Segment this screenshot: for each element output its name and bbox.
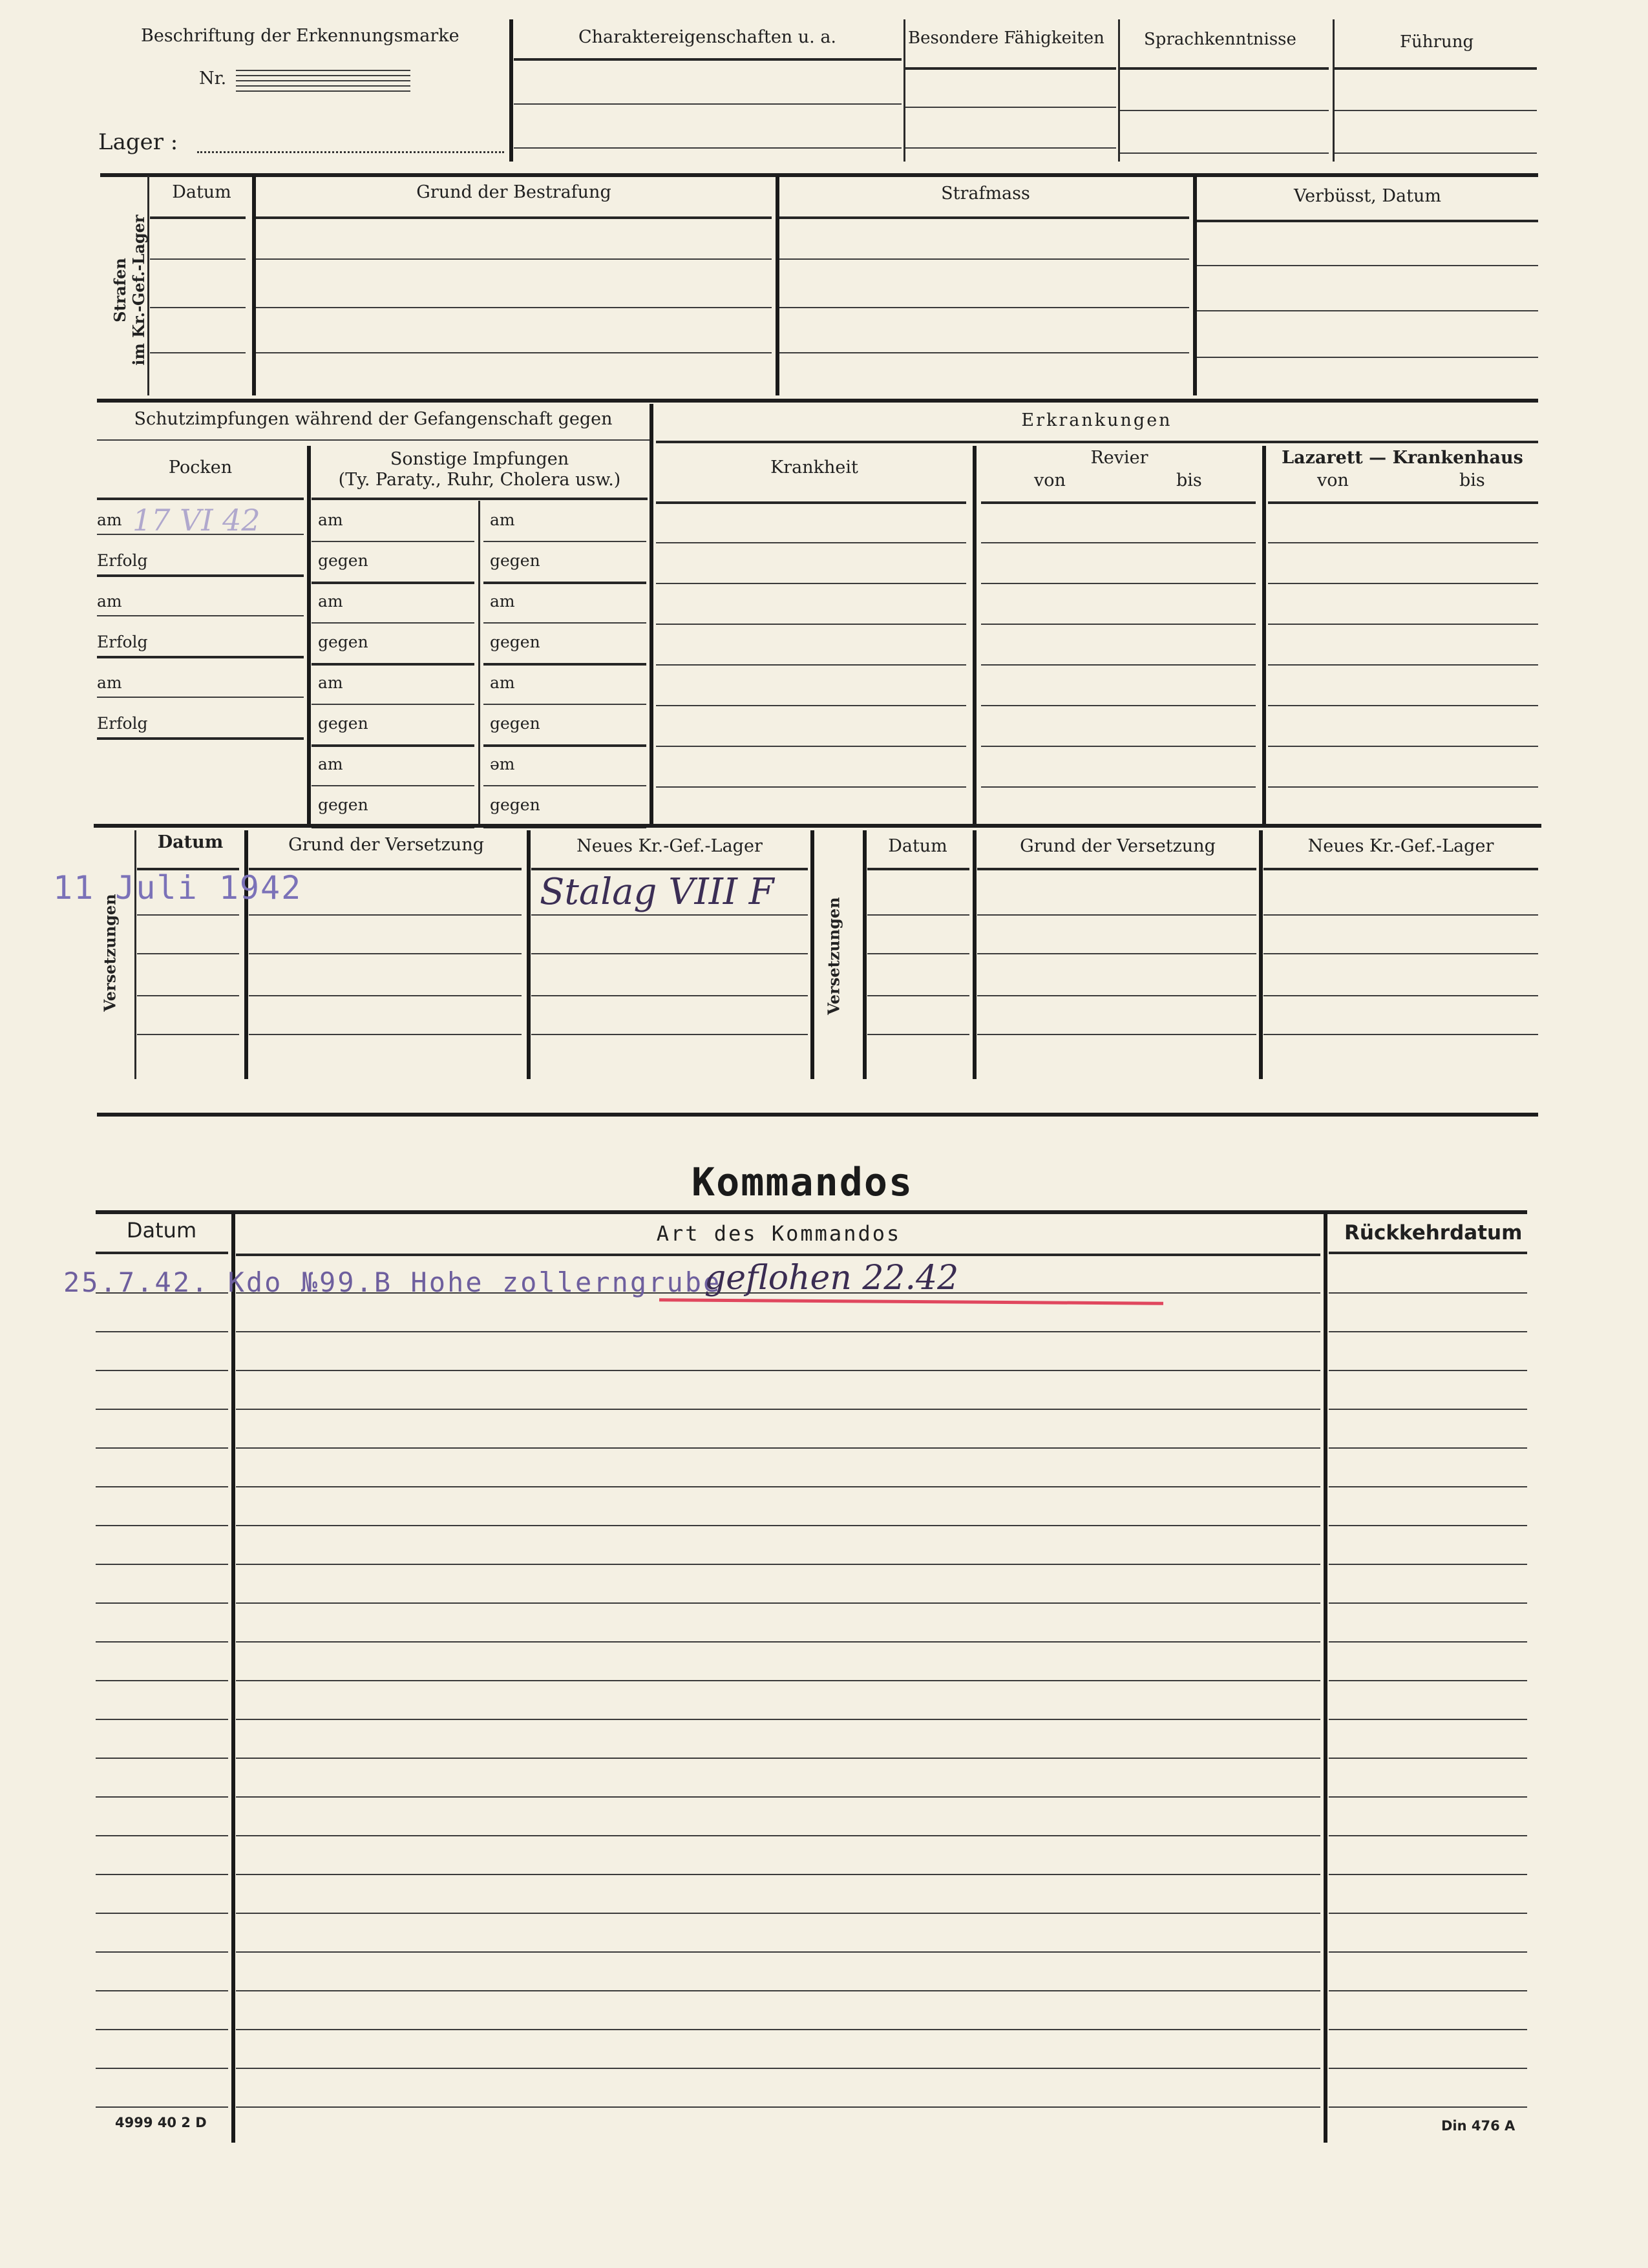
lazarett-header: Lazarett — Krankenhaus — [1282, 448, 1523, 468]
kdo-row-line[interactable] — [236, 2068, 1320, 2069]
impf-col2-label: am — [318, 592, 343, 611]
erk-row-line[interactable] — [1268, 624, 1538, 625]
versetzungen-side-label-left: Versetzungen — [100, 894, 120, 1012]
impf-col3-label-line — [483, 582, 646, 584]
pocken-row-line — [97, 615, 304, 616]
erk-row-line[interactable] — [981, 746, 1256, 747]
kdo-row-line[interactable] — [236, 2106, 1320, 2108]
pocken-row-label: am — [97, 592, 122, 611]
pocken-row-line — [97, 697, 304, 698]
vers-row-line[interactable] — [249, 914, 522, 916]
erk-row-line[interactable] — [656, 746, 966, 747]
versetzung-lager-header-left: Neues Kr.-Gef.-Lager — [576, 836, 763, 856]
pocken-row-label: am — [97, 510, 122, 529]
vers-row-line[interactable] — [531, 1034, 808, 1035]
erk-row-line[interactable] — [656, 705, 966, 706]
kdo-row-line[interactable] — [236, 1680, 1320, 1681]
kdo-row-line[interactable] — [1329, 1370, 1527, 1371]
kdo-row-line[interactable] — [1329, 1564, 1527, 1565]
kdo-row-line[interactable] — [1329, 1719, 1527, 1720]
pocken-row-line — [97, 574, 304, 577]
kommandos-entry-handwritten: geflohen 22.42 — [704, 1259, 959, 1297]
vers-header-line — [977, 868, 1256, 870]
kdo-row-line[interactable] — [1329, 1758, 1527, 1759]
impf-col3-label: am — [490, 592, 515, 611]
impf-col3-label-line — [483, 744, 646, 747]
kommandos-art-header: Art des Kommandos — [656, 1221, 902, 1246]
vers-row-line[interactable] — [1263, 995, 1538, 996]
kdo-row-line[interactable] — [1329, 1951, 1527, 1953]
kdo-row-line[interactable] — [1329, 1486, 1527, 1487]
erk-header-line — [1268, 501, 1538, 504]
nr-label: Nr. — [199, 68, 227, 89]
erk-header-line — [981, 501, 1256, 504]
impf-col3-label-line — [483, 622, 646, 624]
impf-col2-label-line — [312, 541, 474, 542]
kdo-row-line[interactable] — [96, 1525, 228, 1526]
erk-row-line[interactable] — [1268, 542, 1538, 543]
versetzung-grund-header-left: Grund der Versetzung — [288, 835, 484, 855]
kdo-row-line[interactable] — [1329, 1913, 1527, 1914]
erkrankungen-header: Erkrankungen — [1021, 410, 1172, 430]
erk-row-line[interactable] — [1268, 705, 1538, 706]
vers-row-line[interactable] — [249, 995, 522, 996]
impf-col2-label: gegen — [318, 551, 368, 570]
strafen-datum-header: Datum — [172, 182, 231, 202]
erk-row-line[interactable] — [981, 786, 1256, 788]
vers-row-line[interactable] — [531, 914, 808, 916]
kdo-row-line[interactable] — [236, 1835, 1320, 1836]
kdo-row-line[interactable] — [1329, 2029, 1527, 2030]
impf-col3-label-line — [483, 663, 646, 666]
vers-row-line[interactable] — [137, 914, 239, 916]
impf-col2-label: gegen — [318, 633, 368, 651]
vers-header-line — [867, 868, 969, 870]
erk-row-line[interactable] — [1268, 786, 1538, 788]
kdo-row-line[interactable] — [96, 1913, 228, 1914]
impf-col3-label: əm — [490, 755, 515, 773]
pocken-row-line — [97, 656, 304, 658]
kdo-row-line[interactable] — [236, 1447, 1320, 1449]
red-underline — [659, 1298, 1163, 1305]
kdo-row-line[interactable] — [236, 1796, 1320, 1798]
kdo-row-line[interactable] — [1329, 1796, 1527, 1798]
krankheit-header: Krankheit — [770, 457, 858, 478]
vers-header-line — [531, 868, 808, 870]
kdo-row-line[interactable] — [96, 1331, 228, 1332]
kdo-row-line[interactable] — [1329, 2106, 1527, 2108]
impf-col3-label-line — [483, 704, 646, 705]
vers-row-line[interactable] — [867, 995, 969, 996]
versetzung-date-stamp: 11 Juli 1942 — [53, 869, 302, 907]
kdo-row-line[interactable] — [96, 1602, 228, 1604]
revier-bis: bis — [1176, 470, 1202, 490]
kdo-row-line[interactable] — [96, 1409, 228, 1410]
kdo-row-line[interactable] — [1329, 1990, 1527, 1991]
vers-row-line[interactable] — [867, 953, 969, 954]
kdo-row-line[interactable] — [236, 1874, 1320, 1875]
kdo-row-line[interactable] — [236, 1525, 1320, 1526]
pocken-row-label: am — [97, 673, 122, 692]
versetzung-datum-header-left: Datum — [157, 832, 224, 852]
kdo-row-line[interactable] — [1329, 1874, 1527, 1875]
vers-row-line[interactable] — [137, 1034, 239, 1035]
kdo-row-line[interactable] — [96, 1564, 228, 1565]
kommandos-datum-header: Datum — [126, 1218, 197, 1243]
strafen-side-label: Strafen im Kr.-Gef.-Lager — [111, 215, 148, 366]
kdo-row-line[interactable] — [96, 1719, 228, 1720]
kdo-row-line[interactable] — [96, 1486, 228, 1487]
erk-row-line[interactable] — [656, 664, 966, 666]
impf-col3-label: gegen — [490, 633, 540, 651]
vers-row-line[interactable] — [137, 995, 239, 996]
kdo-row-line[interactable] — [1329, 1331, 1527, 1332]
pocken-date-handwritten: 17 VI 42 — [132, 503, 260, 538]
kdo-row-line[interactable] — [236, 1758, 1320, 1759]
kdo-row-line[interactable] — [96, 1951, 228, 1953]
impf-col3-label-line — [483, 785, 646, 786]
versetzung-lager-handwritten: Stalag VIII F — [540, 871, 774, 913]
sprachkenntnisse-label: Sprachkenntnisse — [1144, 30, 1296, 49]
erk-row-line[interactable] — [656, 624, 966, 625]
impf-col2-label-line — [312, 704, 474, 705]
kdo-row-line[interactable] — [1329, 1641, 1527, 1643]
kdo-row-line[interactable] — [236, 1602, 1320, 1604]
kdo-row-line[interactable] — [96, 1874, 228, 1875]
strafen-strafmass-header: Strafmass — [941, 184, 1030, 204]
impf-col3-label: gegen — [490, 714, 540, 733]
kdo-row-line[interactable] — [236, 1370, 1320, 1371]
vers-row-line[interactable] — [977, 914, 1256, 916]
vers-row-line[interactable] — [977, 995, 1256, 996]
sonstige-header-2: (Ty. Paraty., Ruhr, Cholera usw.) — [338, 470, 621, 490]
erk-row-line[interactable] — [981, 583, 1256, 584]
versetzung-grund-header-right: Grund der Versetzung — [1020, 836, 1216, 856]
erk-header-line — [656, 501, 966, 504]
kdo-row-line[interactable] — [1329, 1680, 1527, 1681]
vers-header-line — [1263, 868, 1538, 870]
impf-col2-label-line — [312, 744, 474, 747]
versetzung-lager-header-right: Neues Kr.-Gef.-Lager — [1307, 836, 1494, 856]
erk-row-line[interactable] — [656, 786, 966, 788]
kdo-row-line[interactable] — [96, 1758, 228, 1759]
kdo-row-line[interactable] — [96, 1370, 228, 1371]
impf-col2-label-line — [312, 785, 474, 786]
charakter-label: Charaktereigenschaften u. a. — [578, 27, 837, 47]
erkennungsmarke-label: Beschriftung der Erkennungsmarke — [141, 26, 460, 46]
lazarett-bis: bis — [1459, 470, 1485, 490]
kdo-row-line[interactable] — [96, 1796, 228, 1798]
erk-row-line[interactable] — [981, 664, 1256, 666]
erk-row-line[interactable] — [1268, 583, 1538, 584]
kommandos-rueckkehr-header: Rückkehrdatum — [1344, 1221, 1523, 1244]
kdo-row-line[interactable] — [96, 1835, 228, 1836]
kdo-row-line[interactable] — [236, 1564, 1320, 1565]
kdo-row-line[interactable] — [96, 1990, 228, 1991]
impf-col3-label: gegen — [490, 551, 540, 570]
lager-field[interactable] — [197, 151, 504, 153]
impf-col3-label: gegen — [490, 795, 540, 814]
pocken-row-line — [97, 737, 304, 740]
vers-row-line[interactable] — [1263, 914, 1538, 916]
erk-row-line[interactable] — [656, 583, 966, 584]
vers-row-line[interactable] — [531, 995, 808, 996]
erk-row-line[interactable] — [1268, 664, 1538, 666]
faehigkeiten-label: Besondere Fähigkeiten — [908, 28, 1104, 48]
erk-row-line[interactable] — [1268, 746, 1538, 747]
strafen-verbuesst-header: Verbüsst, Datum — [1294, 186, 1441, 206]
kdo-row-line[interactable] — [236, 1951, 1320, 1953]
pocken-row-label: Erfolg — [97, 633, 148, 651]
kdo-row-line[interactable] — [1329, 1602, 1527, 1604]
lager-label: Lager : — [98, 129, 178, 155]
kdo-row-line[interactable] — [96, 1680, 228, 1681]
vers-row-line[interactable] — [1263, 1034, 1538, 1035]
impf-col2-label-line — [312, 663, 474, 666]
lazarett-von: von — [1317, 470, 1349, 490]
pocken-row-label: Erfolg — [97, 714, 148, 733]
kdo-row-line[interactable] — [236, 1990, 1320, 1991]
vers-row-line[interactable] — [1263, 953, 1538, 954]
kdo-row-line[interactable] — [1329, 1292, 1527, 1294]
din-number: Din 476 A — [1441, 2118, 1516, 2134]
kdo-row-line[interactable] — [96, 1447, 228, 1449]
impf-col2-label-line — [312, 582, 474, 584]
kdo-row-line[interactable] — [1329, 2068, 1527, 2069]
vers-row-line[interactable] — [867, 914, 969, 916]
sonstige-header-1: Sonstige Impfungen — [390, 449, 569, 469]
impf-col2-label-line — [312, 622, 474, 624]
nr-field-lines[interactable] — [236, 70, 410, 92]
kdo-row-line[interactable] — [96, 2068, 228, 2069]
kdo-row-line[interactable] — [236, 1641, 1320, 1643]
kdo-row-line[interactable] — [96, 2029, 228, 2030]
kdo-row-line[interactable] — [96, 1641, 228, 1643]
vers-row-line[interactable] — [977, 953, 1256, 954]
kdo-row-line[interactable] — [1329, 1525, 1527, 1526]
vers-row-line[interactable] — [249, 1034, 522, 1035]
kdo-row-line[interactable] — [1329, 1409, 1527, 1410]
versetzung-datum-header-right: Datum — [888, 836, 947, 856]
erk-row-line[interactable] — [981, 624, 1256, 625]
versetzungen-side-label-right: Versetzungen — [824, 897, 843, 1015]
kdo-row-line[interactable] — [236, 1719, 1320, 1720]
strafen-grund-header: Grund der Bestrafung — [416, 182, 611, 202]
erk-row-line[interactable] — [656, 542, 966, 543]
kdo-row-line[interactable] — [96, 2106, 228, 2108]
kdo-row-line[interactable] — [236, 2029, 1320, 2030]
impfungen-header: Schutzimpfungen während der Gefangenschaft gegen — [134, 409, 613, 429]
vers-row-line[interactable] — [137, 953, 239, 954]
pocken-row-label: Erfolg — [97, 551, 148, 570]
kdo-row-line[interactable] — [236, 1409, 1320, 1410]
vers-row-line[interactable] — [249, 953, 522, 954]
kommandos-title: Kommandos — [692, 1160, 914, 1205]
erk-row-line[interactable] — [981, 542, 1256, 543]
form-number: 4999 40 2 D — [115, 2115, 207, 2130]
revier-von: von — [1034, 470, 1066, 490]
fuehrung-label: Führung — [1400, 32, 1474, 52]
kdo-row-line[interactable] — [236, 1331, 1320, 1332]
kdo-row-line[interactable] — [1329, 1835, 1527, 1836]
impf-col2-label: am — [318, 673, 343, 692]
revier-header: Revier — [1090, 448, 1148, 468]
impf-col2-label: gegen — [318, 714, 368, 733]
impf-col3-label: am — [490, 510, 515, 529]
pocken-header: Pocken — [168, 457, 233, 478]
kdo-row-line[interactable] — [236, 1486, 1320, 1487]
impf-col2-label: am — [318, 510, 343, 529]
kommandos-entry-stamp: 25.7.42. Kdo №99.B Hohe zollerngrube — [63, 1266, 722, 1298]
impf-col3-label-line — [483, 541, 646, 542]
vers-row-line[interactable] — [531, 953, 808, 954]
impf-col3-label: am — [490, 673, 515, 692]
vers-row-line[interactable] — [867, 1034, 969, 1035]
erk-row-line[interactable] — [981, 705, 1256, 706]
impf-col2-label: am — [318, 755, 343, 773]
kdo-row-line[interactable] — [236, 1913, 1320, 1914]
kdo-row-line[interactable] — [1329, 1447, 1527, 1449]
impf-col2-label: gegen — [318, 795, 368, 814]
vers-row-line[interactable] — [977, 1034, 1256, 1035]
